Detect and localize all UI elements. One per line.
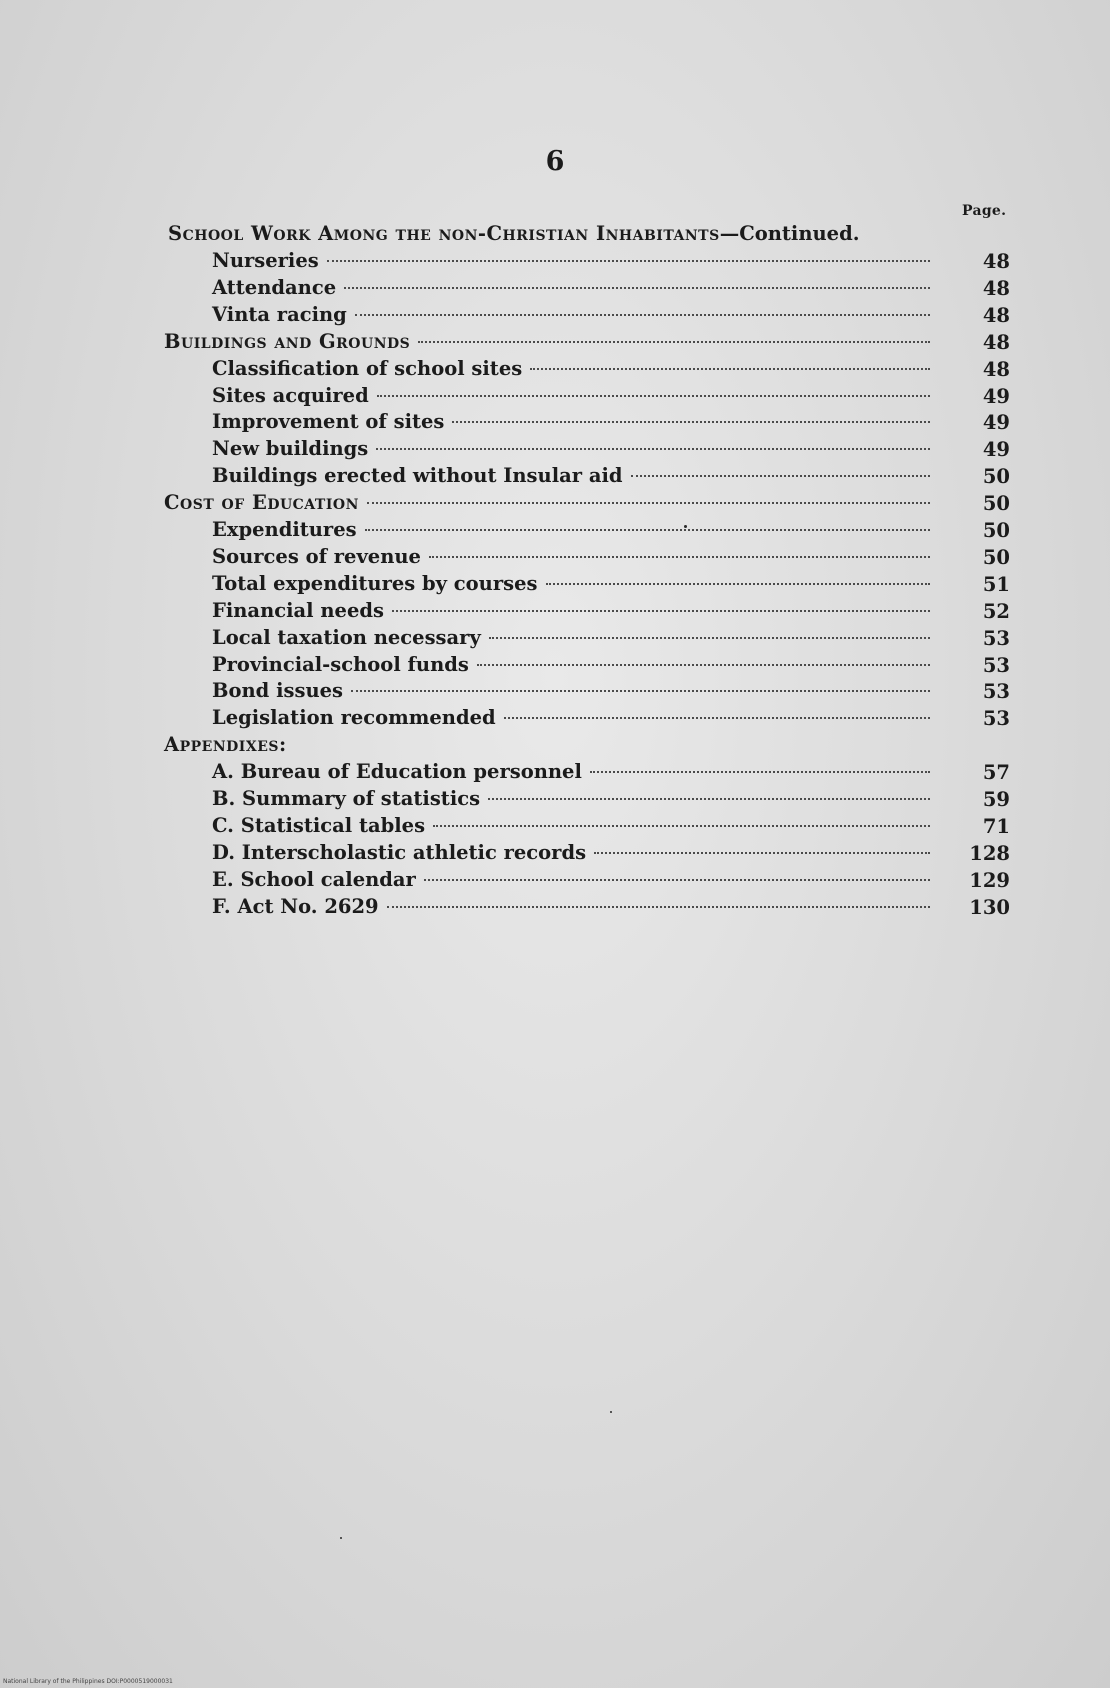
toc-entry-label: Cost of Education: [164, 491, 359, 515]
scan-speck: [684, 525, 687, 528]
toc-entry: [212, 760, 934, 787]
toc-entry: [212, 895, 934, 922]
toc-entry-page: 49: [982, 384, 1010, 408]
toc-entry: [212, 545, 934, 572]
dot-leader: [367, 502, 930, 504]
toc-entry-page: 48: [982, 357, 1010, 381]
toc-entry-label: F. Act No. 2629: [212, 894, 379, 918]
toc-entry-label: Sites acquired: [212, 383, 369, 407]
dot-leader: [392, 610, 930, 612]
toc-entry: [212, 384, 934, 411]
toc-entry: [212, 787, 934, 814]
toc-entry: [212, 249, 934, 276]
page-number: 6: [545, 146, 565, 177]
toc-entry-page: 57: [982, 761, 1010, 785]
dot-leader: [418, 341, 930, 343]
toc-entry-label: Sources of revenue: [212, 544, 421, 568]
toc-entry: [212, 626, 934, 653]
toc-entry-label: New buildings: [212, 437, 369, 461]
section-heading-title: School Work Among the non-Christian Inhabitants: [168, 222, 720, 245]
toc-entry-page: 52: [982, 599, 1010, 623]
toc-entry: [212, 464, 934, 491]
dot-leader: [452, 421, 930, 423]
toc-entry: [212, 410, 934, 437]
toc-entry: [212, 572, 934, 599]
dot-leader: [546, 583, 931, 585]
toc-entry-label: Buildings and Grounds: [164, 329, 411, 353]
dot-leader: [594, 852, 930, 854]
dot-leader: [387, 906, 930, 908]
toc-entry-page: 50: [982, 545, 1010, 569]
dot-leader: [377, 395, 930, 397]
toc-entry-label: B. Summary of statistics: [212, 787, 481, 810]
toc-entry-page: 49: [982, 438, 1010, 462]
dot-leader: [489, 637, 930, 639]
scan-speck: [340, 1537, 342, 1539]
toc-entry-page: 50: [982, 465, 1010, 489]
toc-entry-page: 53: [982, 707, 1010, 731]
toc-entry-page: 71: [982, 814, 1010, 838]
toc-entry: [212, 841, 934, 868]
toc-entry-page: 59: [982, 788, 1010, 811]
dot-leader: [504, 717, 930, 719]
toc-entry-page: 53: [982, 680, 1010, 704]
toc-entry-page: 53: [982, 626, 1010, 650]
scan-speck: [610, 1411, 612, 1413]
toc-entry-label: A. Bureau of Education personnel: [212, 760, 582, 784]
toc-entry-label: Bond issues: [212, 679, 344, 703]
dot-leader: [433, 825, 930, 827]
toc-entry-label: D. Interscholastic athletic records: [212, 840, 587, 864]
toc-entry-page: 48: [982, 330, 1010, 354]
toc-entry-label: C. Statistical tables: [212, 813, 426, 837]
footer-credit: National Library of the Philippines DOI:P0000519000031: [3, 1678, 173, 1685]
toc-entry-label: Attendance: [212, 275, 337, 299]
toc-entry-page: 53: [982, 653, 1010, 677]
toc-entry-label: Expenditures: [212, 518, 357, 541]
section-heading-suffix: —Continued.: [719, 222, 860, 245]
dot-leader: [488, 798, 930, 800]
toc-entry-label: Nurseries: [212, 249, 319, 272]
toc-entry-page: 49: [982, 411, 1010, 435]
toc-entry-label: E. School calendar: [212, 867, 416, 891]
toc-entry-label: Local taxation necessary: [212, 625, 481, 649]
dot-leader: [477, 664, 930, 666]
toc-entry: [212, 679, 934, 706]
toc-entry: [212, 303, 934, 330]
dot-leader: [355, 314, 930, 316]
toc-entry-label: Provincial-school funds: [212, 652, 469, 676]
toc-entry-label: Vinta racing: [212, 302, 347, 326]
toc-entry: [212, 706, 934, 733]
page-column-header: Page.: [962, 203, 1007, 219]
toc-entry: [212, 357, 934, 384]
toc-section-entry: [164, 491, 934, 518]
dot-leader: [429, 556, 930, 558]
dot-leader: [376, 448, 930, 450]
toc-section-entry: [164, 330, 934, 357]
toc-entry-label: Financial needs: [212, 598, 384, 622]
toc-entry: [212, 518, 934, 545]
toc-entry-page: 48: [982, 303, 1010, 327]
toc-entry-page: 50: [982, 519, 1010, 542]
toc-section-entry: [164, 733, 934, 760]
dot-leader: [424, 879, 930, 881]
dot-leader: [365, 529, 930, 531]
dot-leader: [344, 287, 930, 289]
toc-entry: [212, 599, 934, 626]
toc-entry-label: Classification of school sites: [212, 356, 523, 380]
toc-entry: [212, 653, 934, 680]
toc-entry-page: 48: [982, 276, 1010, 300]
dot-leader: [530, 368, 930, 370]
toc-entry-label: Legislation recommended: [212, 706, 496, 730]
toc-entry-label: Total expenditures by courses: [212, 571, 538, 595]
toc-entry-page: 130: [969, 895, 1010, 919]
toc-entry-page: 128: [969, 841, 1010, 865]
toc-entry-label: Appendixes:: [164, 733, 287, 757]
toc-entry-page: 48: [982, 250, 1010, 273]
toc-entry-page: 129: [969, 868, 1010, 892]
toc-entry-label: Buildings erected without Insular aid: [212, 464, 623, 488]
toc-entry: [212, 868, 934, 895]
dot-leader: [327, 260, 930, 262]
toc-entry-page: 50: [982, 492, 1010, 516]
toc-entry-page: 51: [982, 572, 1010, 596]
section-heading: [168, 222, 860, 249]
toc-entry: [212, 814, 934, 841]
toc-entry-label: Improvement of sites: [212, 410, 445, 434]
toc-entry: [212, 276, 934, 303]
toc-entry: [212, 437, 934, 464]
dot-leader: [631, 475, 931, 477]
dot-leader: [590, 771, 930, 773]
dot-leader: [351, 690, 930, 692]
